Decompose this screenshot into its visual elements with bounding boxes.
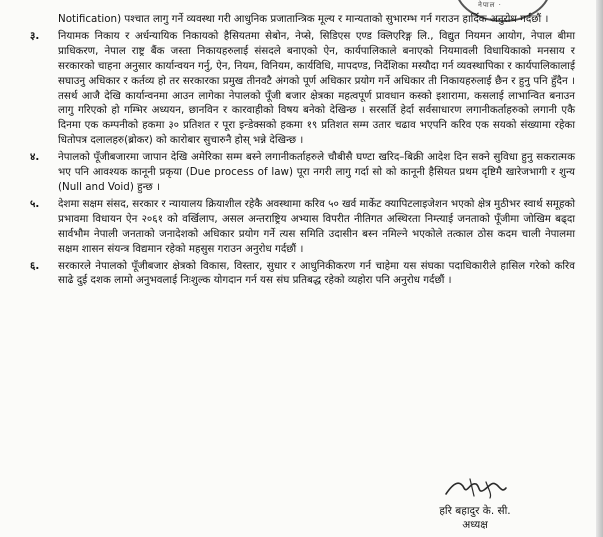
intro-paragraph: Notification) पश्चात लागु गर्ने व्यवस्था गरी आधुनिक प्रजातान्त्रिक मूल्य र मान्यताको सुभारम्भ गर्न गराउन हार्दिक अनुरोध गर्दछौं । bbox=[58, 13, 549, 25]
item-text: नेपालको पूँजीबजारमा जापान देखि अमेरिका सम्म बस्ने लगानीकर्ताहरुले चौबीसै घण्टा खरिद–बिक्री आदेश दिन सक्ने सुविधा हुनु सकरात्मक भए पनि आवश्यक कानूनी प्रकृया (Due process of law) पूरा नगरी लागु गर्दा सो को कानूनी हैसियत प्रथम दृष्टिमै खारेजभागी र शुन्य (Null and Void) हुन्छ । bbox=[58, 151, 575, 193]
seal-text: नेपाल · bbox=[478, 1, 502, 9]
item-number: ४. bbox=[30, 151, 40, 164]
signatory-name: हरि बहादुर के. सी. bbox=[439, 505, 511, 517]
item-text: देशमा सक्षम संसद, सरकार र न्यायालय क्रियाशील रहेकै अवस्थामा करिव ५० खर्व मार्केट क्यापिटलाइजेशन भएको क्षेत्र मुठीभर स्वार्थ समूहको प्रभावमा विधायन ऐन २०६१ को वर्खिलाप, असल अन्तराष्ट्रिय अभ्यास विपरीत नीतिगत अस्थिरता निम्त्याई जनताको पूँजीमा जोखिम बढ्दा सार्वभौम नेपाली जनताको जनादेशको अधिकार प्रयोग गर्ने त्यस समिति उदासीन बस्न नमिल्ने भएकोले तत्काल ठोस कदम चाली नेपालमा सक्षम शासन संयन्त्र विद्यमान रहेको महसुस गराउन अनुरोध गर्दछौं । bbox=[58, 197, 575, 255]
letter-body bbox=[30, 12, 575, 290]
item-text: सरकारले नेपालको पूँजीबजार क्षेत्रको विकास, विस्तार, सुधार र आधुनिकीकरण गर्न चाहेमा यस संघका पदाधिकारीले हासिल गरेको करिव साढे दुई दशक लामो अनुभवलाई निःशुल्क योगदान गर्न यस संघ प्रतिबद्ध रहेको व्यहोरा पनि अनुरोध गर्दछौं । bbox=[58, 259, 575, 287]
list-item bbox=[30, 150, 575, 195]
item-number: ५. bbox=[30, 197, 40, 210]
page-edge-shadow bbox=[596, 0, 603, 537]
item-text: नियामक निकाय र अर्धन्यायिक निकायको हैसियतमा सेबोन, नेप्से, सिडिएस एण्ड क्लिएरिङ्ग लि., विद्युत नियमन आयोग, नेपाल बीमा प्राधिकरण, नेपाल राष्ट्र बैंक जस्ता निकायहरुलाई संसदले बनाएको ऐन, कार्यपालिकाले बनाएको नियमावली विधायिकाको मनसाय र सरकारको चाहना अनुसार कार्यान्वयन गर्नु, ऐन, नियम, विनियम, कार्यविधि, मापदण्ड, निर्देशिका मस्यौदा गर्न व्यवस्थापिका र कार्यपालिकालाई सघाउनु अधिकार र कर्तव्य हो तर सरकारका प्रमुख तीनवटै अंगको पूर्ण अधिकार प्रयोग गर्ने अधिकार ती निकायहरुलाई छैन र हुनु पनि हुँदैन । तसर्थ आजै देखि कार्यान्वनमा आउन लागेका नेपालको पूँजी बजार क्षेत्रका महत्वपूर्ण प्रावधान कस्को इशारामा, कसलाई लाभान्वित बनाउन लागु गरिएको हो गम्भिर अध्ययन, छानविन र कारवाहीको विषय बनेको देखिन्छ । सरसर्ति हेर्दा सर्वसाधारण लगानीकर्ताहरुको लगानी एकै दिनमा एक कम्पनीको हकमा ३० प्रतिशत र पूरा इन्डेक्सको हकमा १९ प्रतिशत सम्म उतार चढाव भएपनि करिव एक सयको संख्यामा रहेका धितोपत्र दलालहरु(ब्रोकर) को कारोबार सुचारुनै होस् भन्ने देखिन्छ । bbox=[58, 29, 575, 147]
signatory-title: अध्यक्ष bbox=[462, 519, 488, 531]
signature-block bbox=[400, 476, 550, 532]
handwritten-signature bbox=[440, 476, 510, 500]
list-item bbox=[30, 29, 575, 148]
list-item bbox=[30, 197, 575, 257]
item-number: ३. bbox=[30, 29, 40, 42]
item-number: ६. bbox=[30, 259, 40, 272]
list-item bbox=[30, 259, 575, 289]
